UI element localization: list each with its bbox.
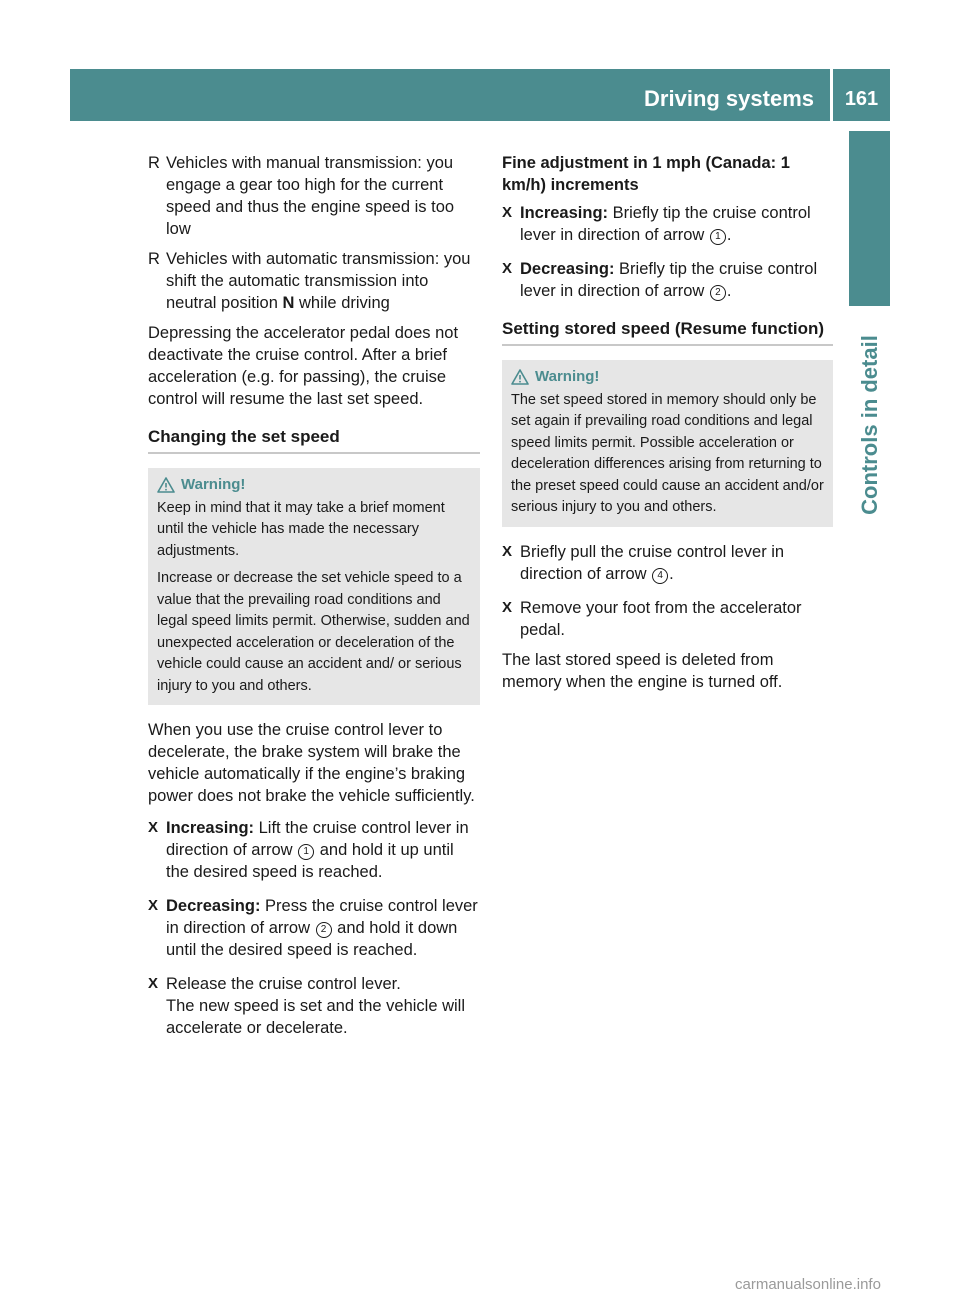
subsection-heading: Fine adjustment in 1 mph (Canada: 1 km/h) increments [502, 154, 790, 194]
arrow-number-icon: 2 [710, 285, 726, 301]
arrow-number-icon: 1 [298, 844, 314, 860]
warning-text: Keep in mind that it may take a brief moment until the vehicle has made the necessary adjustments. [157, 499, 445, 559]
arrow-number-icon: 4 [652, 568, 668, 584]
side-tab-label: Controls in detail [856, 335, 882, 515]
warning-triangle-icon [511, 369, 529, 385]
list-item: R Vehicles with automatic transmission: you shift the automatic transmission into neutral position N while driving [148, 250, 471, 312]
warning-box [148, 468, 480, 705]
step-marker: X [148, 897, 159, 914]
side-tab [849, 131, 890, 306]
step-marker: X [502, 260, 513, 277]
step-marker: X [502, 204, 513, 221]
left-column [148, 152, 480, 1047]
instruction-step: X Increasing: Briefly tip the cruise control lever in direction of arrow 1 . [502, 204, 811, 244]
warning-title: Warning! [181, 476, 246, 493]
watermark: carmanualsonline.info [735, 1276, 881, 1293]
warning-title: Warning! [535, 368, 600, 385]
instruction-step: X Increasing: Lift the cruise control lever in direction of arrow 1 and hold it up until the desired speed is reached. [148, 819, 469, 881]
warning-triangle-icon [157, 477, 175, 493]
step-marker: X [148, 975, 159, 992]
step-marker: X [148, 819, 159, 836]
paragraph: The last stored speed is deleted from memory when the engine is turned off. [502, 650, 783, 691]
page-number: 161 [844, 88, 879, 110]
instruction-step: X Decreasing: Briefly tip the cruise control lever in direction of arrow 2 . [502, 260, 818, 300]
paragraph: Depressing the accelerator pedal does not deactivate the cruise control. After a brief acceleration (e.g. for passing), the cruise control will resume the last set speed. [148, 324, 459, 408]
section-heading: Setting stored speed (Resume function) [502, 318, 833, 346]
arrow-number-icon: 1 [710, 229, 726, 245]
instruction-step: X Remove your foot from the accelerator pedal. [502, 598, 802, 639]
section-title: Driving systems [644, 86, 814, 111]
header-bar [70, 69, 890, 121]
bullet-marker: R [148, 154, 160, 172]
arrow-number-icon: 2 [316, 922, 332, 938]
right-column [502, 152, 833, 703]
paragraph: When you use the cruise control lever to decelerate, the brake system will brake the vehicle automatically if the engine’s braking power does not brake the vehicle sufficiently. [148, 721, 475, 805]
warning-text: Increase or decrease the set vehicle speed to a value that the prevailing road conditions and legal speed limits permit. Otherwise, sudden and unexpected acceleration or deceleration of the vehicle could cause an accident and/ or serious injury to you and others. [157, 570, 470, 694]
section-heading: Changing the set speed [148, 426, 480, 454]
instruction-step: X Release the cruise control lever. The new speed is set and the vehicle will accelerate or decelerate. [148, 973, 480, 1039]
step-result: The new speed is set and the vehicle will accelerate or decelerate. [166, 997, 465, 1037]
step-marker: X [502, 542, 513, 560]
step-marker: X [502, 598, 513, 616]
warning-text: The set speed stored in memory should only be set again if prevailing road conditions and legal speed limits permit. Possible acceleration or deceleration differences arising from returning to the preset speed could cause an accident and/or serious injury to you and others. [511, 391, 824, 515]
list-item: R Vehicles with manual transmission: you engage a gear too high for the current speed and thus the engine speed is too low [148, 154, 455, 238]
instruction-step: X Decreasing: Press the cruise control lever in direction of arrow 2 and hold it down until the desired speed is reached. [148, 897, 478, 959]
bullet-marker: R [148, 250, 160, 268]
warning-box [502, 360, 833, 527]
instruction-step: X Briefly pull the cruise control lever in direction of arrow 4 . [502, 542, 785, 583]
